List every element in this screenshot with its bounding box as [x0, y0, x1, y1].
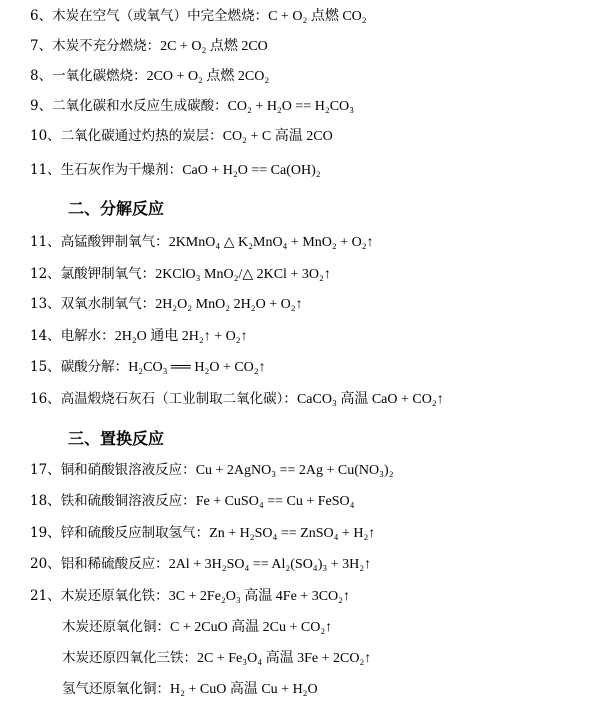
reaction-line [62, 617, 332, 638]
reaction-number: 20、 [30, 556, 61, 572]
reaction-equation: 2C + Fe₃O₄ 高温 3Fe + 2CO₂↑ [197, 651, 372, 666]
reaction-line [30, 389, 444, 410]
reaction-label: 铁和硫酸铜溶液反应： [60, 493, 196, 509]
reaction-line [30, 160, 321, 181]
reaction-line [62, 648, 371, 669]
reaction-equation: C + 2CuO 高温 2Cu + CO₂↑ [170, 620, 333, 635]
reaction-line [30, 126, 333, 147]
reaction-number: 11、 [30, 162, 61, 178]
reaction-number: 17、 [30, 462, 61, 478]
reaction-equation: CO₂ + H₂O == H₂CO₃ [227, 99, 355, 114]
reaction-label: 木炭在空气（或氧气）中完全燃烧： [52, 8, 269, 24]
reaction-equation: H₂ + CuO 高温 Cu + H₂O [170, 682, 318, 697]
reaction-number: 21、 [30, 588, 61, 604]
reaction-line [30, 357, 266, 378]
reaction-number: 11、 [30, 234, 61, 250]
reaction-equation: 2H₂O 通电 2H₂↑ + O₂↑ [114, 329, 248, 344]
reaction-label: 双氧水制氧气： [60, 296, 156, 312]
reaction-line [30, 523, 375, 544]
reaction-line [30, 460, 394, 481]
reaction-equation: 2CO + O₂ 点燃 2CO₂ [146, 69, 270, 84]
reaction-number: 12、 [30, 266, 61, 282]
section-heading: 二、分解反应 [68, 199, 165, 218]
reaction-label: 铝和稀硫酸反应： [60, 556, 169, 572]
reaction-equation: 2H₂O₂ MnO₂ 2H₂O + O₂↑ [155, 297, 303, 312]
reaction-line [30, 491, 355, 512]
reaction-equation: CaCO₃ 高温 CaO + CO₂↑ [296, 392, 444, 407]
reaction-label: 木炭还原氧化铁： [60, 588, 169, 604]
reaction-label: 氢气还原氧化铜： [62, 681, 170, 697]
reaction-label: 二氧化碳通过灼热的炭层： [60, 128, 223, 144]
reaction-number: 15、 [30, 359, 61, 375]
reaction-line [62, 679, 318, 700]
reaction-number: 14、 [30, 328, 61, 344]
reaction-number: 8、 [30, 68, 53, 84]
reaction-line [30, 6, 367, 27]
reaction-equation: 2C + O₂ 点燃 2CO [160, 39, 268, 54]
reaction-label: 铜和硝酸银溶液反应： [60, 462, 196, 478]
reaction-line [30, 554, 371, 575]
reaction-equation: 2KClO₃ MnO₂/△ 2KCl + 3O₂↑ [155, 267, 331, 282]
reaction-equation: CaO + H₂O == Ca(OH)₂ [182, 163, 321, 178]
reaction-number: 13、 [30, 296, 61, 312]
reaction-number: 18、 [30, 493, 61, 509]
reaction-label: 生石灰作为干燥剂： [60, 162, 183, 178]
reaction-equation: Zn + H₂SO₄ == ZnSO₄ + H₂↑ [209, 526, 376, 541]
reaction-label: 锌和硫酸反应制取氢气： [60, 525, 210, 541]
reaction-equation: C + O₂ 点燃 CO₂ [268, 9, 367, 24]
reaction-line [30, 232, 374, 253]
reaction-number: 6、 [30, 8, 53, 24]
reaction-label: 木炭还原氧化铜： [62, 619, 170, 635]
reaction-line [30, 264, 331, 285]
reaction-equation: Fe + CuSO₄ == Cu + FeSO₄ [195, 494, 355, 509]
reaction-line [30, 96, 354, 117]
reaction-number: 7、 [30, 38, 53, 54]
reaction-label: 氯酸钾制氧气： [60, 266, 156, 282]
reaction-number: 10、 [30, 128, 61, 144]
reaction-line [30, 36, 268, 57]
reaction-line [30, 294, 303, 315]
reaction-line [30, 326, 248, 347]
reaction-label: 电解水： [60, 328, 115, 344]
reaction-label: 二氧化碳和水反应生成碳酸： [52, 98, 228, 114]
reaction-line [30, 586, 350, 607]
reaction-equation: 2KMnO₄ △ K₂MnO₄ + MnO₂ + O₂↑ [168, 235, 374, 250]
reaction-label: 高温煅烧石灰石（工业制取二氧化碳）： [60, 391, 297, 407]
reaction-equation: 3C + 2Fe₂O₃ 高温 4Fe + 3CO₂↑ [168, 589, 351, 604]
reaction-equation: CO₂ + C 高温 2CO [222, 129, 333, 144]
reaction-label: 碳酸分解： [60, 359, 129, 375]
reaction-label: 高锰酸钾制氧气： [60, 234, 169, 250]
reaction-equation: 2Al + 3H₂SO₄ == Al₂(SO₄)₃ + 3H₂↑ [168, 557, 372, 572]
reaction-number: 9、 [30, 98, 53, 114]
reaction-equation: Cu + 2AgNO₃ == 2Ag + Cu(NO₃)₂ [195, 463, 394, 478]
reaction-label: 一氧化碳燃烧： [52, 68, 147, 84]
section-heading: 三、置换反应 [68, 429, 165, 448]
reaction-label: 木炭不充分燃烧： [52, 38, 161, 54]
reaction-label: 木炭还原四氧化三铁： [62, 650, 197, 666]
reaction-line [30, 66, 269, 87]
reaction-number: 16、 [30, 391, 61, 407]
reaction-equation: H₂CO₃ ══ H₂O + CO₂↑ [128, 360, 266, 375]
reaction-number: 19、 [30, 525, 61, 541]
